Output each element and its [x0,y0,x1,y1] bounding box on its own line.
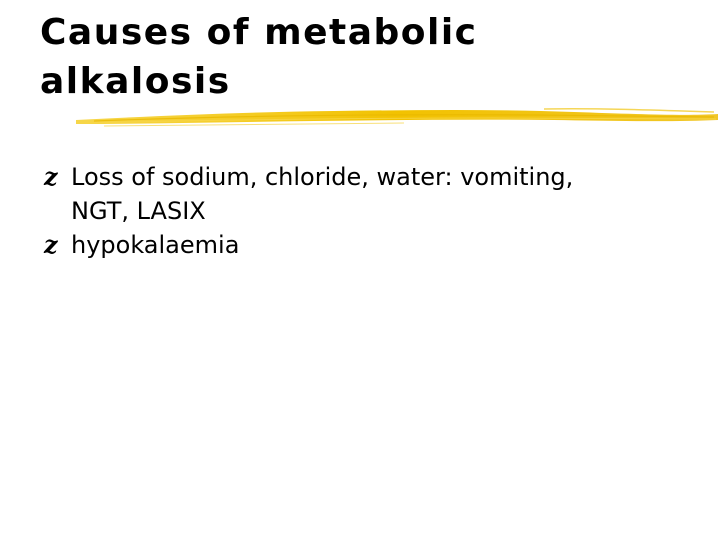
slide-title-line-2: alkalosis [40,61,231,102]
bullet-list [44,160,704,262]
bullet-item [44,160,704,228]
bullet-item [44,228,704,262]
slide-title [40,8,700,106]
z-bullet-icon: z [44,230,58,259]
slide-title-line-1: Causes of metabolic [40,12,478,53]
bullet-text-line: Loss of sodium, chloride, water: vomiting, [71,163,574,191]
bullet-text-line: NGT, LASIX [71,197,206,225]
bullet-text-line: hypokalaemia [71,231,240,259]
title-underline-brush [74,104,720,130]
z-bullet-icon: z [44,162,58,191]
